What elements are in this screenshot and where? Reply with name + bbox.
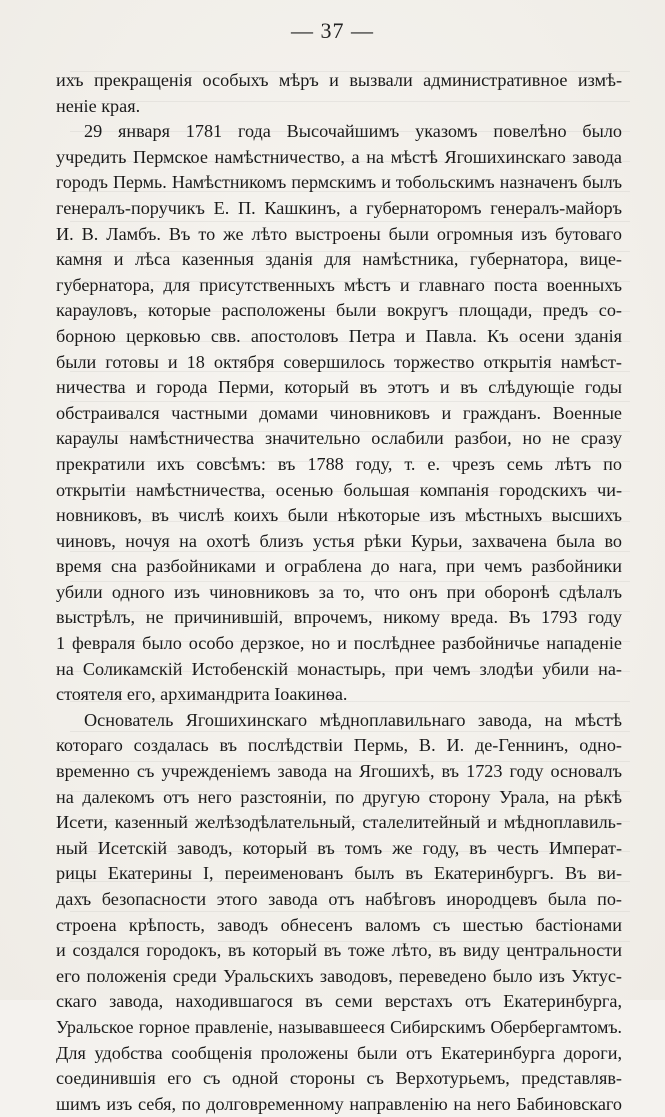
text-line: чиновъ, ночуя на охотѣ близъ устья рѣки Курьи, захвачена была во — [56, 530, 622, 551]
text-line: временно съ учрежденіемъ завода на Ягошихѣ, въ 1723 году основалъ — [56, 761, 622, 782]
text-line: котораго создалась въ послѣдствіи Пермь, В. И. де-Геннинъ, одно- — [56, 735, 622, 756]
text-line: карауловъ, которые расположены были вокругъ площади, предъ со- — [56, 300, 622, 321]
page-number: — 37 — — [291, 18, 374, 43]
text-line: камня и лѣса казенныя зданія для намѣстника, губернатора, вице- — [56, 249, 622, 270]
text-line: 1 февраля было особо дерзкое, но и послѣднее разбойничье нападеніе — [56, 633, 622, 654]
text-line: Исети, казенный желѣзодѣлательный, сталелитейный и мѣдноплавиль- — [56, 812, 622, 833]
text-line: скаго завода, находившагося въ семи верстахъ отъ Екатеринбурга, — [56, 991, 622, 1012]
text-line: время сна разбойниками и ограблена до нага, при чемъ разбойники — [56, 556, 622, 577]
text-line: неніе края. — [56, 95, 141, 116]
text-line: новниковъ, въ числѣ коихъ были нѣкоторые изъ мѣстныхъ высшихъ — [56, 505, 622, 526]
text-line: открытіи намѣстничества, осенью большая компанія городскихъ чи- — [56, 479, 622, 500]
text-line: дахъ безопасности этого завода отъ набѣговъ инородцевъ была по- — [56, 889, 622, 909]
text-line: И. В. Ламбъ. Въ то же лѣто выстроены были огромныя изъ бутоваго — [56, 223, 622, 244]
text-line: обстраивался частными домами чиновниковъ и гражданъ. Военные — [56, 402, 622, 423]
text-line: выстрѣлъ, не причинившій, впрочемъ, никому вреда. Въ 1793 году — [56, 607, 622, 628]
text-line: строена крѣпость, заводъ обнесенъ валомъ съ шестью бастіонами — [56, 914, 622, 935]
text-line: соединившія его съ одной стороны съ Верхотурьемъ, представляв- — [56, 1068, 622, 1089]
text-line: шимъ изъ себя, по долговременному направленію на него Бабиновскаго — [56, 1093, 622, 1114]
text-line: учредить Пермское намѣстничество, а на мѣстѣ Ягошихинскаго завода — [56, 146, 622, 167]
text-line: губернатора, для присутственныхъ мѣстъ и главнаго поста военныхъ — [56, 274, 622, 295]
text-line: Для удобства сообщенія проложены были отъ Екатеринбурга дороги, — [56, 1042, 622, 1063]
text-line: Уральское горное правленіе, называвшееся Сибирскимъ Обербергамтомъ. — [56, 1016, 622, 1037]
text-line: стоятеля его, архимандрита Іоакинѳа. — [56, 684, 348, 705]
text-line: на Соликамскій Истобенскій монастырь, при чемъ злодѣи убили на- — [56, 658, 622, 679]
text-line: убили одного изъ чиновниковъ за то, что онъ при оборонѣ сдѣлалъ — [56, 581, 622, 602]
text-line: Основатель Ягошихинскаго мѣдноплавильнаго завода, на мѣстѣ — [84, 709, 622, 730]
text-line: 29 января 1781 года Высочайшимъ указомъ повелѣно было — [84, 121, 622, 142]
body-text — [56, 68, 622, 1117]
text-line: ничества и города Перми, который въ этотъ и въ слѣдующіе годы — [56, 377, 622, 398]
text-line: и создался городокъ, въ который въ тоже лѣто, въ виду центральности — [56, 940, 622, 961]
text-line: были готовы и 18 октября совершилось торжество открытія намѣст- — [56, 351, 622, 372]
text-line: на далекомъ отъ него разстояніи, по другую сторону Урала, на рѣкѣ — [56, 786, 622, 807]
text-line: городъ Пермь. Намѣстникомъ пермскимъ и тобольскимъ назначенъ былъ — [56, 172, 622, 193]
text-line: борною церковью свв. апостоловъ Петра и Павла. Къ осени зданія — [56, 325, 622, 346]
text-line: караулы намѣстничества значительно ослабили разбои, но не сразу — [56, 428, 622, 449]
text-line: прекратили ихъ совсѣмъ: въ 1788 году, т. е. чрезъ семь лѣтъ по — [56, 453, 622, 474]
text-line: рицы Екатерины I, переименованъ былъ въ Екатеринбургъ. Въ ви- — [56, 863, 622, 884]
text-line: ный Исетскій заводъ, который въ томъ же году, въ честь Императ- — [56, 837, 622, 858]
text-line: генералъ-поручикъ Е. П. Кашкинъ, а губернаторомъ генералъ-майоръ — [56, 197, 622, 218]
text-line: его положенія среди Уральскихъ заводовъ, переведено было изъ Уктус- — [56, 965, 622, 986]
text-line: ихъ прекращенія особыхъ мѣръ и вызвали административное измѣ- — [56, 70, 622, 90]
